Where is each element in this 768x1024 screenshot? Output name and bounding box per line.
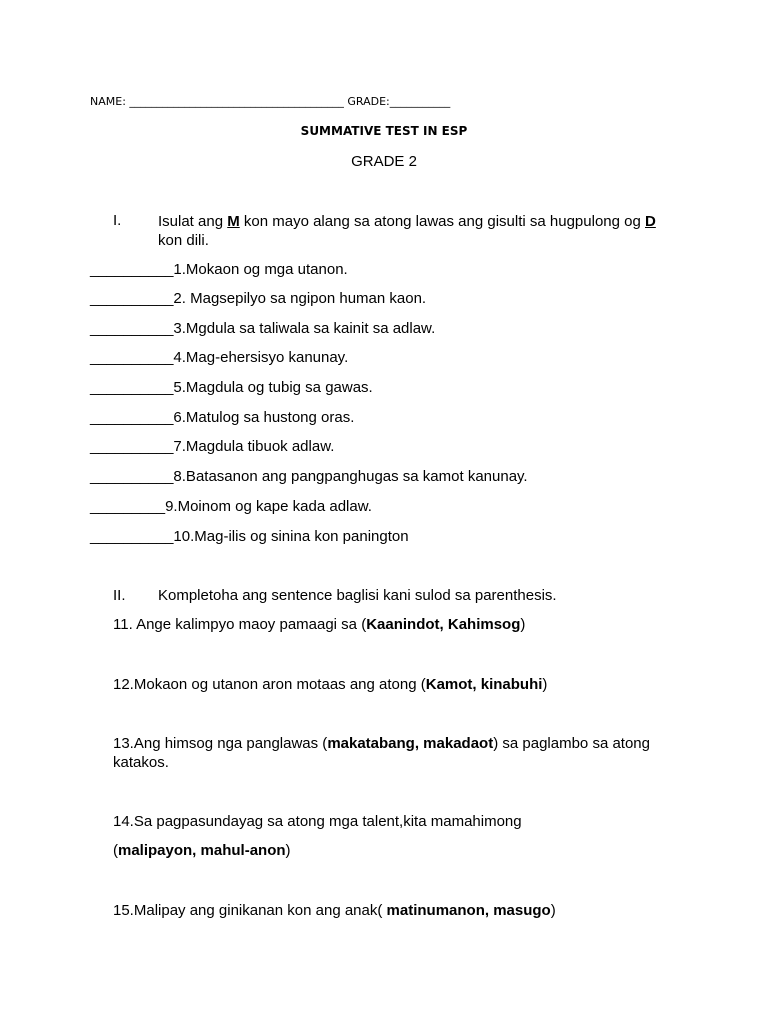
d-letter: D <box>645 213 656 230</box>
list-item: _________9.Moinom og kape kada adlaw. <box>90 498 372 515</box>
list-item: __________5.Magdula og tubig sa gawas. <box>90 379 373 396</box>
question-12: 12.Mokaon og utanon aron motaas ang atong (Kamot, kinabuhi) <box>113 676 548 693</box>
list-item: __________7.Magdula tibuok adlaw. <box>90 438 335 455</box>
name-grade-line: NAME: _______________________________________ GRADE:___________ <box>90 95 451 108</box>
question-11: 11. Ange kalimpyo maoy pamaagi sa (Kaanindot, Kahimsog) <box>113 616 526 633</box>
question-15: 15.Malipay ang ginikanan kon ang anak( matinumanon, masugo) <box>113 902 556 919</box>
section-1-number: I. <box>113 212 122 229</box>
m-letter: M <box>227 213 240 230</box>
list-item: __________8.Batasanon ang pangpanghugas sa kamot kanunay. <box>90 468 528 485</box>
list-item: __________2. Magsepilyo sa ngipon human kaon. <box>90 290 427 307</box>
grade-heading: GRADE 2 <box>351 153 417 170</box>
list-item: __________1.Mokaon og mga utanon. <box>90 261 348 278</box>
list-item: __________4.Mag-ehersisyo kanunay. <box>90 349 349 366</box>
section-2-number: II. <box>113 587 126 604</box>
question-13-continued: katakos. <box>113 754 169 771</box>
list-item: __________3.Mgdula sa taliwala sa kainit sa adlaw. <box>90 320 436 337</box>
question-14-options: (malipayon, mahul-anon) <box>113 842 291 859</box>
list-item: __________6.Matulog sa hustong oras. <box>90 409 355 426</box>
list-item: __________10.Mag-ilis og sinina kon panington <box>90 528 409 545</box>
question-13: 13.Ang himsog nga panglawas (makatabang, makadaot) sa paglambo sa atong <box>113 735 650 752</box>
section-1-instruction: Isulat ang M kon mayo alang sa atong lawas ang gisulti sa hugpulong og D kon dili. <box>158 213 656 249</box>
section-2-instruction: Kompletoha ang sentence baglisi kani sulod sa parenthesis. <box>158 587 557 604</box>
question-14: 14.Sa pagpasundayag sa atong mga talent,kita mamahimong <box>113 813 522 830</box>
test-title: SUMMATIVE TEST IN ESP <box>300 124 468 138</box>
